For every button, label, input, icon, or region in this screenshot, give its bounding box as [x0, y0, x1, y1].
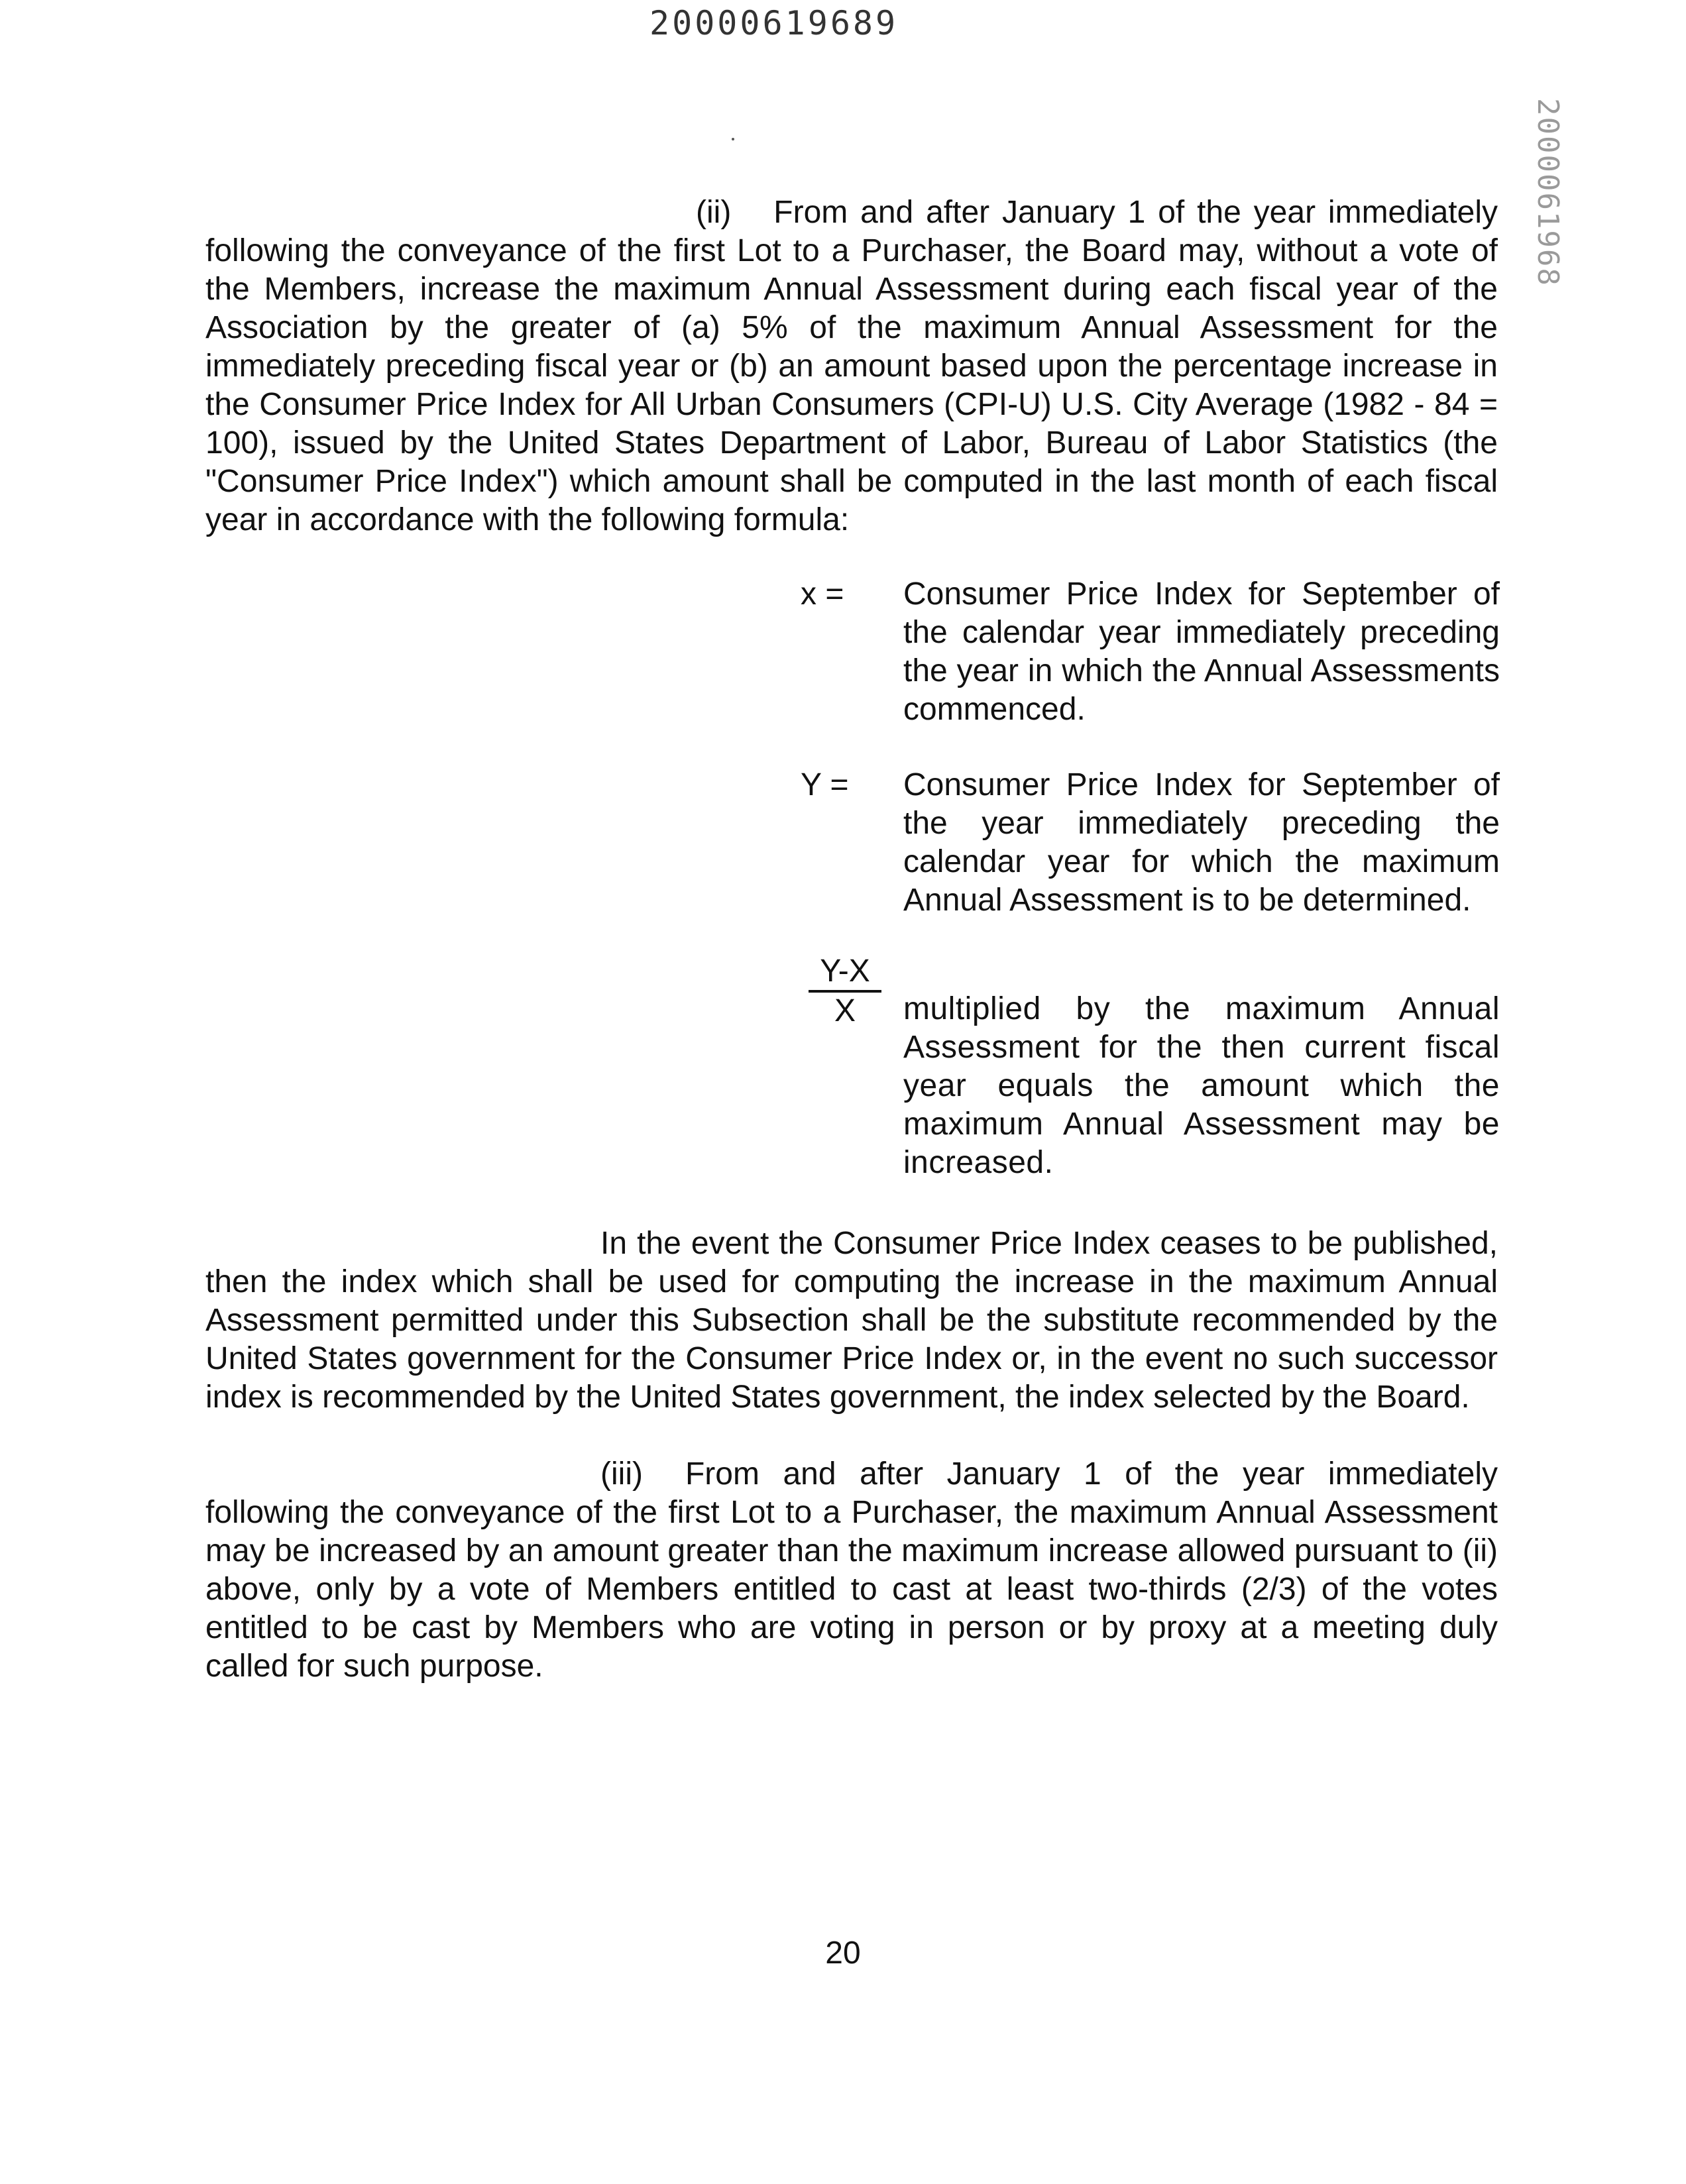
fraction-denominator: X: [834, 993, 856, 1028]
side-stamp: 2000061968: [1531, 98, 1565, 287]
paragraph-ii-text: From and after January 1 of the year immediately following the conveyance of the first Lot to a Purchaser, the Board may, without a vote of the Members, increase the maximum Annual Assessment during each fiscal year of the Association by the greater of (a) 5% of the maximum Annual Assessment for the immediately preceding fiscal year or (b) an amount based upon the percentage increase in the Consumer Price Index for All Urban Consumers (CPI-U) U.S. City Average (1982 - 84 = 100), issued by the United States Department of Labor, Bureau of Labor Statistics (the "Consumer Price Index") which amount shall be computed in the last month of each fiscal year in accordance with the following formula:: [205, 195, 1498, 537]
paragraph-cpi-text: In the event the Consumer Price Index ceases to be published, then the index which shall be used for computing the increase in the maximum Annual Assessment permitted under this Subsection shall be the substitute recommended by the United States government for the Consumer Price Index or, in the event no such successor index is recommended by the United States government, the index selected by the Board.: [205, 1226, 1498, 1415]
paragraph-iii-marker: (iii): [600, 1456, 643, 1492]
formula-x-text: Consumer Price Index for September of the calendar year immediately preceding the year in which the Annual Assessments commenced.: [903, 576, 1500, 727]
paragraph-ii: [205, 193, 1498, 539]
scan-speck: [732, 138, 734, 140]
paragraph-ii-marker: (ii): [696, 195, 732, 230]
paragraph-cpi-substitute: [205, 1225, 1498, 1417]
formula-y-variable: Y =: [801, 767, 849, 802]
fraction-text: multiplied by the maximum Annual Assessment for the then current fiscal year equals the amount which the maximum Annual Assessment may be increased.: [903, 991, 1500, 1180]
document-number: 20000619689: [649, 4, 899, 42]
page-number: 20: [825, 1936, 861, 1971]
formula-x-variable: x =: [801, 576, 844, 612]
paragraph-iii-text: From and after January 1 of the year immediately following the conveyance of the first Lot to a Purchaser, the maximum Annual Assessment may be increased by an amount greater than the maximum increase allowed pursuant to (ii) above, only by a vote of Members entitled to cast at least two-thirds (2/3) of the votes entitled to be cast by Members who are voting in person or by proxy at a meeting duly called for such purpose.: [205, 1456, 1498, 1684]
formula-y-text: Consumer Price Index for September of the year immediately preceding the calendar year for which the maximum Annual Assessment is to be determined.: [903, 767, 1500, 918]
fraction: [809, 953, 881, 1030]
paragraph-iii: [205, 1455, 1498, 1686]
fraction-numerator: Y-X: [809, 953, 881, 993]
